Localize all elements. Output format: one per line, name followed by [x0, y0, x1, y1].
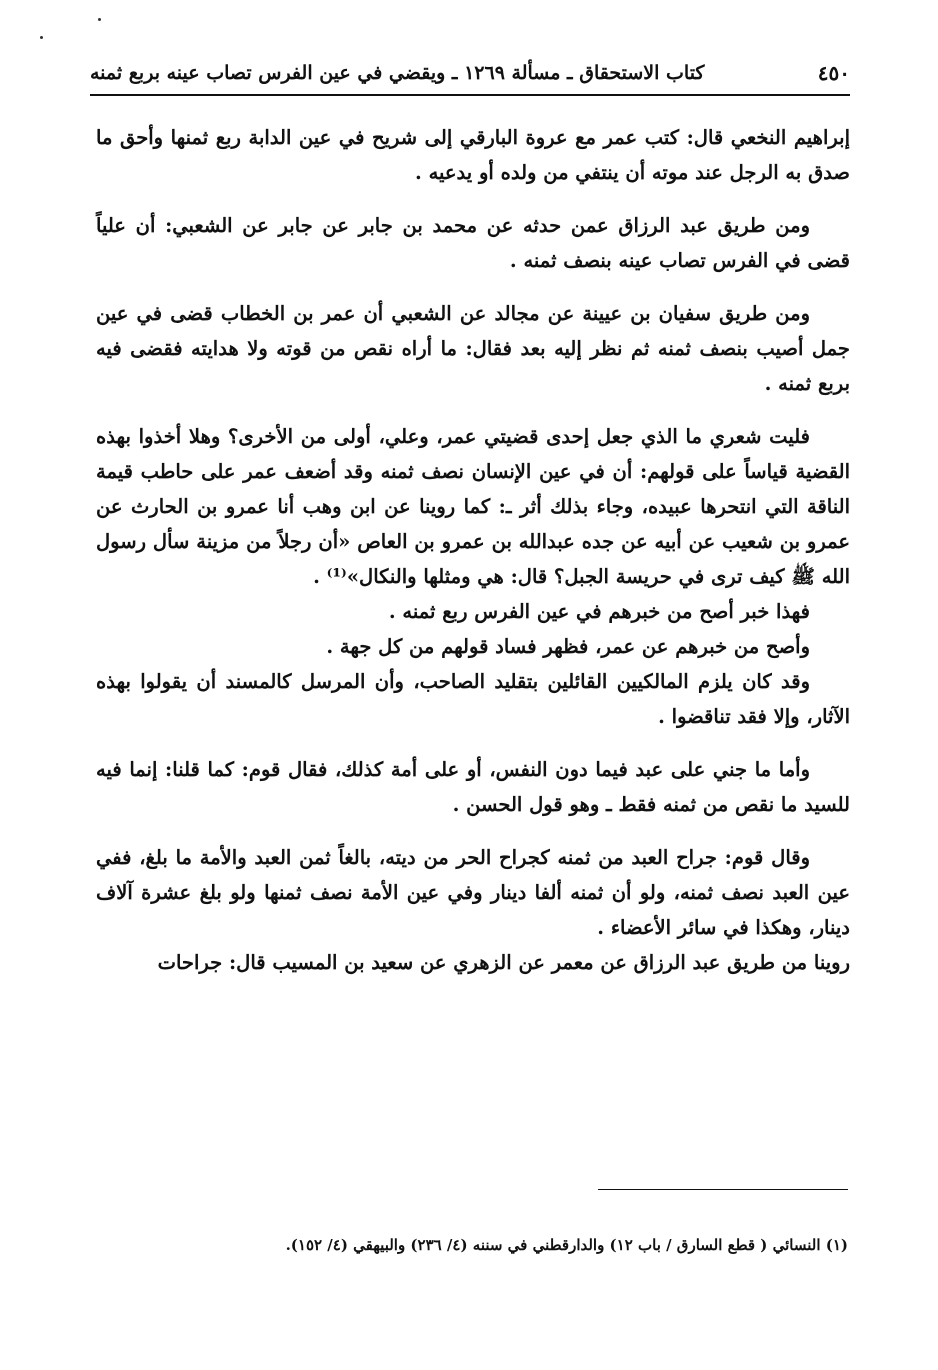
paragraph: ومن طريق سفيان بن عيينة عن مجالد عن الشعبي أن عمر بن الخطاب قضى في عين جمل أصيب بنصف ثمنه ثم نظر إليه بعد فقال: ما أراه نقص من قوته ولا هدايته فقضى فيه بربع ثمنه . — [96, 302, 850, 395]
paragraph: فليت شعري ما الذي جعل إحدى قضيتي عمر، وعلي، أولى من الأخرى؟ وهلا أخذوا بهذه القضية قياساً على قولهم: أن في عين الإنسان نصف ثمنه وقد أضعف عمر على حاطب قيمة الناقة التي انتحرها عبيده، وجاء بذلك أثر ـ: كما روينا عن ابن وهب أنا عمرو بن الحارث عن عمرو بن شعيب عن أبيه عن جده عبدالله بن عمرو بن العاص «أن رجلاً من مزينة سأل رسول الله ﷺ كيف ترى في حريسة الجبل؟ قال: هي ومثلها والنكال»⁽¹⁾ . — [96, 425, 850, 588]
paragraph: وقال قوم: جراح العبد من ثمنه كجراح الحر من ديته، بالغاً ثمن العبد والأمة ما بلغ، ففي عين العبد نصف ثمنه، ولو أن ثمنه ألفا دينار وفي عين الأمة نصف ثمنها ولو بلغ عشرة آلاف دينار، وهكذا في سائر الأعضاء . — [96, 846, 850, 939]
running-title: كتاب الاستحقاق ـ مسألة ١٢٦٩ ـ ويقضي في عين الفرس تصاب عينه بربع ثمنه — [90, 62, 705, 84]
paragraph: فهذا خبر أصح من خبرهم في عين الفرس ربع ثمنه . — [388, 600, 810, 623]
page-body — [96, 120, 850, 980]
page-number: ٤٥٠ — [817, 61, 850, 85]
page-header — [90, 52, 850, 96]
footnote: (١) النسائي ( قطع السارق / باب ١٢) والدارقطني في سننه (٤/ ٢٣٦) والبيهقي (٤/ ١٥٢). — [285, 1236, 848, 1254]
footnote-separator — [598, 1189, 848, 1190]
paragraph: وأصح من خبرهم عن عمر، فظهر فساد قولهم من كل جهة . — [326, 635, 810, 658]
paragraph: روينا من طريق عبد الرزاق عن معمر عن الزهري عن سعيد بن المسيب قال: جراحات — [157, 951, 850, 974]
paragraph: وقد كان يلزم المالكيين القائلين بتقليد الصاحب، وأن المرسل كالمسند أن يقولوا بهذه الآثار، وإلا فقد تناقضوا . — [96, 670, 850, 728]
paragraph: ومن طريق عبد الرزاق عمن حدثه عن محمد بن جابر عن جابر عن الشعبي: أن علياً قضى في الفرس تصاب عينه بنصف ثمنه . — [96, 214, 850, 272]
paragraph: وأما ما جني على عبد فيما دون النفس، أو على أمة كذلك، فقال قوم: كما قلنا: إنما فيه للسيد ما نقص من ثمنه فقط ـ وهو قول الحسن . — [96, 758, 850, 816]
paragraph: إبراهيم النخعي قال: كتب عمر مع عروة البارقي إلى شريح في عين الدابة ربع ثمنها وأحق ما صدق به الرجل عند موته أن ينتفي من ولده أو يدعيه . — [96, 126, 850, 184]
